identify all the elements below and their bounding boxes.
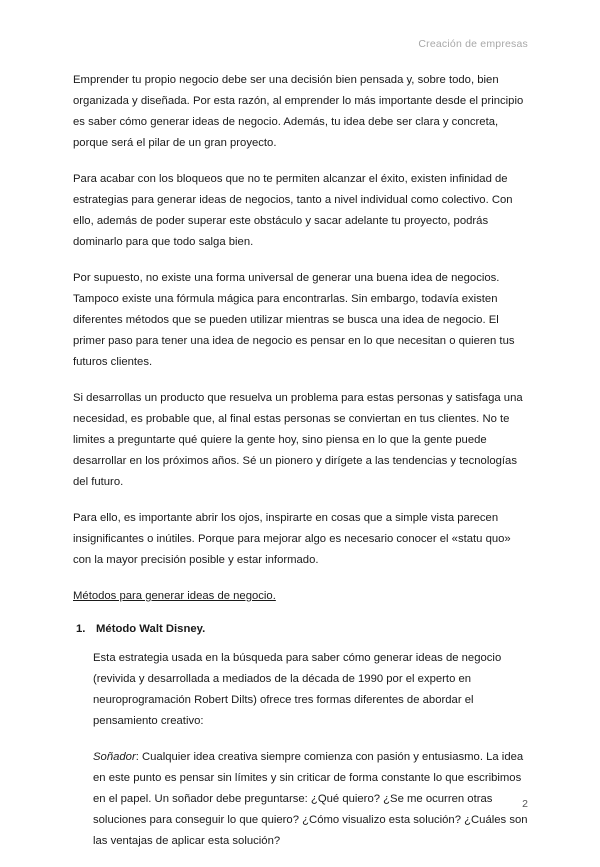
paragraph-no-universal-formula: Por supuesto, no existe una forma universal de generar una buena idea de negocios. Tampoco existe una fórmula mágica para encontrarlas. Sin embargo, todavía existen diferentes métodos que se pueden utilizar mientras se busca una idea de negocio. El primer paso para tener una idea de negocio es pensar en lo que necesitan o quieren tus futuros clientes. bbox=[73, 272, 515, 368]
method-title: Método Walt Disney. bbox=[96, 623, 206, 635]
dreamer-text: : Cualquier idea creativa siempre comienza con pasión y entusiasmo. La idea en este punto es pensar sin límites y sin criticar de forma constante lo que escribimos en el papel. Un soñador debe preguntarse: ¿Qué quiero? ¿Se me ocurren otras soluciones para conseguir lo que quiero? ¿Cómo visualizo esta solución? ¿Cuáles son las ventajas de aplicar esta solución? bbox=[93, 751, 528, 847]
page-number: 2 bbox=[522, 798, 528, 810]
paragraph-intro: Emprender tu propio negocio debe ser una decisión bien pensada y, sobre todo, bien organizada y diseñada. Por esta razón, al emprender lo más importante desde el principio es saber cómo generar ideas de negocio. Además, tu idea debe ser clara y concreta, porque será el pilar de un gran proyecto. bbox=[73, 74, 524, 149]
document-body bbox=[73, 70, 529, 867]
dreamer-label: Soñador bbox=[93, 751, 136, 763]
section-title-methods: Métodos para generar ideas de negocio. bbox=[73, 590, 276, 602]
method-description: Esta estrategia usada en la búsqueda para saber cómo generar ideas de negocio (revivida y desarrollada a mediados de la década de 1990 por el experto en neuroprogramación Robert Dilts) ofrece tres formas diferentes de abordar el pensamiento creativo: bbox=[93, 652, 502, 727]
paragraph-open-eyes: Para ello, es importante abrir los ojos, inspirarte en cosas que a simple vista parecen insignificantes o inútiles. Porque para mejorar algo es necesario conocer el «statu quo» con la mayor precisión posible y estar informado. bbox=[73, 512, 511, 566]
method-number: 1. bbox=[76, 623, 86, 635]
paragraph-develop-product: Si desarrollas un producto que resuelva un problema para estas personas y satisfaga una necesidad, es probable que, al final estas personas se conviertan en tus clientes. No te limites a preguntarte qué quiere la gente hoy, sino piensa en lo que la gente puede desarrollar en los próximos años. Sé un pionero y dirígete a las tendencias y tecnologías del futuro. bbox=[73, 392, 523, 488]
running-header: Creación de empresas bbox=[418, 38, 528, 50]
method-heading bbox=[73, 619, 529, 640]
dreamer-paragraph bbox=[93, 747, 529, 852]
paragraph-strategies: Para acabar con los bloqueos que no te permiten alcanzar el éxito, existen infinidad de estrategias para generar ideas de negocios, tanto a nivel individual como colectivo. Con ello, además de poder superar este obstáculo y sacar adelante tu proyecto, podrás dominarlo para que todo salga bien. bbox=[73, 173, 513, 248]
